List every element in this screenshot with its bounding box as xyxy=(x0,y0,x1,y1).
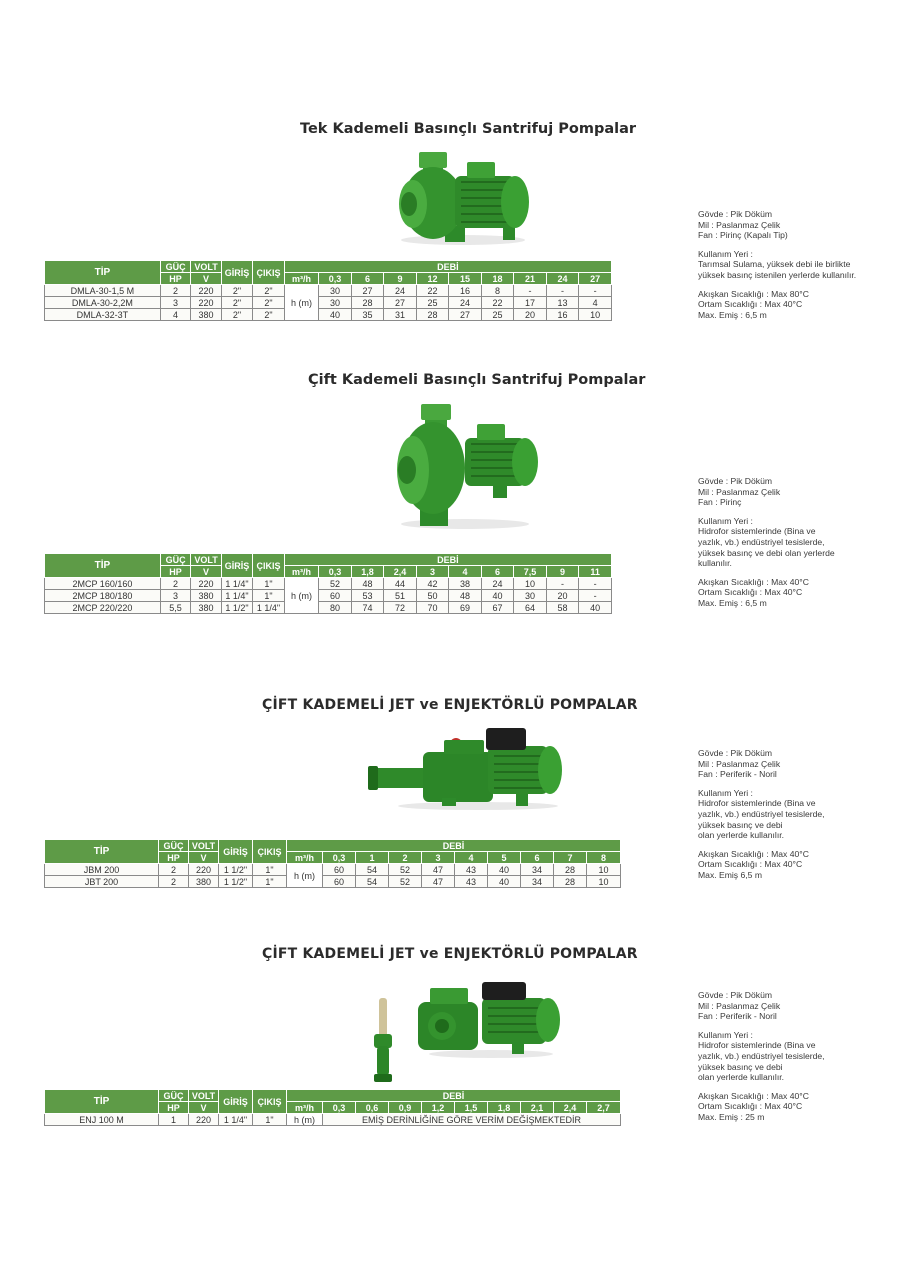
header-giris: GİRİŞ xyxy=(219,840,253,864)
section-2-spec-table xyxy=(44,553,612,614)
head-value: 69 xyxy=(449,602,482,614)
head-value: 16 xyxy=(449,285,482,297)
head-value: 50 xyxy=(416,590,449,602)
section-4-spec-table xyxy=(44,1089,621,1126)
flow-value: 18 xyxy=(481,273,514,285)
head-value: 60 xyxy=(323,876,356,888)
info-line: Gövde : Pik Döküm xyxy=(698,476,773,486)
hp-value: 2 xyxy=(159,864,189,876)
inlet-size: 1 1/2" xyxy=(219,864,253,876)
header-guc: GÜÇ xyxy=(159,840,189,852)
flow-value: 21 xyxy=(514,273,547,285)
hp-value: 2 xyxy=(160,285,190,297)
head-value: 38 xyxy=(449,578,482,590)
head-value: - xyxy=(579,590,612,602)
head-value: 40 xyxy=(319,309,352,321)
head-value: 70 xyxy=(416,602,449,614)
header-tip: TİP xyxy=(45,1090,159,1114)
model-name: ENJ 100 M xyxy=(45,1114,159,1126)
flow-value: 7 xyxy=(554,852,587,864)
flow-value: 0,3 xyxy=(319,566,352,578)
info-line: Ortam Sıcaklığı : Max 40°C xyxy=(698,1101,803,1112)
info-line: kullanılır. xyxy=(698,558,732,569)
model-name: JBT 200 xyxy=(45,876,159,888)
section-3-info xyxy=(698,748,825,889)
model-name: JBM 200 xyxy=(45,864,159,876)
head-value: - xyxy=(579,578,612,590)
info-line: Gövde : Pik Döküm xyxy=(698,990,773,1000)
head-value: 60 xyxy=(319,590,352,602)
head-value: - xyxy=(579,285,612,297)
flow-value: 2,4 xyxy=(554,1102,587,1114)
head-value: 10 xyxy=(587,876,621,888)
jet-ejector-pump-image xyxy=(368,722,568,812)
flow-value: 27 xyxy=(579,273,612,285)
head-value: 25 xyxy=(416,297,449,309)
head-value: 42 xyxy=(416,578,449,590)
flow-value: 3 xyxy=(422,852,455,864)
info-line: Mil : Paslanmaz Çelik xyxy=(698,1000,781,1011)
flow-value: 0,3 xyxy=(323,1102,356,1114)
table-row xyxy=(45,876,621,888)
section-1-info xyxy=(698,209,856,328)
header-flow-unit: m³/h xyxy=(287,852,323,864)
head-value: 72 xyxy=(384,602,417,614)
head-value: 40 xyxy=(488,864,521,876)
info-line: Kullanım Yeri : xyxy=(698,1029,753,1040)
header-guc: GÜÇ xyxy=(159,1090,189,1102)
info-line: Mil : Paslanmaz Çelik xyxy=(698,758,781,769)
volt-value: 220 xyxy=(189,1114,219,1126)
head-value: 44 xyxy=(384,578,417,590)
flow-value: 24 xyxy=(546,273,579,285)
ejector-nozzle-image xyxy=(368,996,398,1088)
model-name: DMLA-30-2,2M xyxy=(45,297,161,309)
header-cikis: ÇIKIŞ xyxy=(253,554,284,578)
outlet-size: 1" xyxy=(253,578,284,590)
hp-value: 4 xyxy=(160,309,190,321)
head-value: 27 xyxy=(384,297,417,309)
head-value: - xyxy=(546,285,579,297)
section-2-title: Çift Kademeli Basınçlı Santrifuj Pompalar xyxy=(308,372,646,388)
inlet-size: 1 1/2" xyxy=(219,876,253,888)
info-line: Kullanım Yeri : xyxy=(698,515,753,526)
head-value: 52 xyxy=(319,578,352,590)
info-line: Gövde : Pik Döküm xyxy=(698,209,773,219)
head-value: 13 xyxy=(546,297,579,309)
head-value: 24 xyxy=(481,578,514,590)
outlet-size: 1" xyxy=(253,876,287,888)
outlet-size: 1 1/4" xyxy=(253,602,284,614)
flow-value: 0,9 xyxy=(389,1102,422,1114)
flow-value: 1 xyxy=(356,852,389,864)
volt-value: 380 xyxy=(191,602,221,614)
outlet-size: 1" xyxy=(253,590,284,602)
header-debi: DEBİ xyxy=(287,840,621,852)
flow-value: 4 xyxy=(455,852,488,864)
info-line: Gövde : Pik Döküm xyxy=(698,748,773,758)
header-hp: HP xyxy=(159,852,189,864)
outlet-size: 1" xyxy=(253,1114,287,1126)
flow-value: 3 xyxy=(416,566,449,578)
head-value: 25 xyxy=(481,309,514,321)
head-value: 20 xyxy=(514,309,547,321)
model-name: DMLA-32-3T xyxy=(45,309,161,321)
volt-value: 220 xyxy=(191,578,221,590)
head-value: 67 xyxy=(481,602,514,614)
flow-value: 1,8 xyxy=(351,566,384,578)
info-line: yazlık, vb.) endüstriyel tesislerde, xyxy=(698,1050,825,1061)
flow-value: 0,3 xyxy=(319,273,352,285)
info-line: Hidrofor sistemlerinde (Bina ve xyxy=(698,526,816,537)
head-value: 53 xyxy=(351,590,384,602)
info-line: yüksek basınç ve debi olan yerlerde xyxy=(698,547,835,558)
header-debi: DEBİ xyxy=(284,554,611,566)
table-row xyxy=(45,309,612,321)
flow-value: 0,6 xyxy=(356,1102,389,1114)
inlet-size: 1 1/4" xyxy=(221,590,252,602)
info-line: olan yerlerde kullanılır. xyxy=(698,1072,784,1083)
head-value: 48 xyxy=(351,578,384,590)
flow-value: 2,1 xyxy=(521,1102,554,1114)
section-4-title: ÇİFT KADEMELİ JET ve ENJEKTÖRLÜ POMPALAR xyxy=(262,946,638,962)
head-value: 4 xyxy=(579,297,612,309)
info-line: Fan : Periferik - Noril xyxy=(698,769,777,780)
info-line: Akışkan Sıcaklığı : Max 80°C xyxy=(698,288,809,299)
info-line: yazlık, vb.) endüstriyel tesislerde, xyxy=(698,808,825,819)
volt-value: 380 xyxy=(191,590,221,602)
flow-value: 7,5 xyxy=(514,566,547,578)
head-value: 80 xyxy=(319,602,352,614)
head-value: 40 xyxy=(481,590,514,602)
section-2-info xyxy=(698,476,835,617)
flow-value: 8 xyxy=(587,852,621,864)
info-line: Max. Emiş : 25 m xyxy=(698,1111,765,1122)
info-line: Tarımsal Sulama, yüksek debi ile birlikte xyxy=(698,259,851,270)
table-row xyxy=(45,602,612,614)
head-unit-label: h (m) xyxy=(284,578,319,614)
ejector-jet-pump-image xyxy=(416,980,566,1060)
section-1-spec-table xyxy=(44,260,612,321)
flow-value: 2,7 xyxy=(587,1102,621,1114)
info-line: yüksek basınç ve debi xyxy=(698,819,783,830)
header-giris: GİRİŞ xyxy=(219,1090,253,1114)
hp-value: 2 xyxy=(159,876,189,888)
flow-value: 15 xyxy=(449,273,482,285)
model-name: 2MCP 180/180 xyxy=(45,590,161,602)
info-line: Ortam Sıcaklığı : Max 40°C xyxy=(698,587,803,598)
info-line: olan yerlerde kullanılır. xyxy=(698,830,784,841)
flow-value: 1,8 xyxy=(488,1102,521,1114)
hp-value: 5,5 xyxy=(160,602,190,614)
header-debi: DEBİ xyxy=(284,261,611,273)
header-cikis: ÇIKIŞ xyxy=(253,1090,287,1114)
header-guc: GÜÇ xyxy=(160,554,190,566)
header-v: V xyxy=(191,566,221,578)
outlet-size: 2" xyxy=(253,285,284,297)
info-line: Ortam Sıcaklığı : Max 40°C xyxy=(698,859,803,870)
flow-value: 1,2 xyxy=(422,1102,455,1114)
flow-value: 12 xyxy=(416,273,449,285)
info-line: Max. Emiş : 6,5 m xyxy=(698,597,767,608)
info-line: Mil : Paslanmaz Çelik xyxy=(698,219,781,230)
volt-value: 220 xyxy=(191,285,221,297)
outlet-size: 2" xyxy=(253,309,284,321)
inlet-size: 1 1/4" xyxy=(219,1114,253,1126)
info-line: Mil : Paslanmaz Çelik xyxy=(698,486,781,497)
table-row xyxy=(45,297,612,309)
volt-value: 380 xyxy=(191,309,221,321)
inlet-size: 1 1/4" xyxy=(221,578,252,590)
head-value: 58 xyxy=(546,602,579,614)
volt-value: 220 xyxy=(191,297,221,309)
info-line: Akışkan Sıcaklığı : Max 40°C xyxy=(698,1090,809,1101)
head-value: 27 xyxy=(351,285,384,297)
section-3-title: ÇİFT KADEMELİ JET ve ENJEKTÖRLÜ POMPALAR xyxy=(262,697,638,713)
header-giris: GİRİŞ xyxy=(221,261,252,285)
header-v: V xyxy=(189,1102,219,1114)
head-value: 17 xyxy=(514,297,547,309)
hp-value: 3 xyxy=(160,590,190,602)
info-line: Fan : Pirinç (Kapalı Tip) xyxy=(698,230,788,241)
header-tip: TİP xyxy=(45,840,159,864)
head-value: 28 xyxy=(554,876,587,888)
header-hp: HP xyxy=(160,566,190,578)
model-name: 2MCP 160/160 xyxy=(45,578,161,590)
header-giris: GİRİŞ xyxy=(221,554,252,578)
header-volt: VOLT xyxy=(189,1090,219,1102)
table-row xyxy=(45,1114,621,1126)
table-row xyxy=(45,864,621,876)
header-flow-unit: m³/h xyxy=(284,566,319,578)
head-value: 54 xyxy=(356,864,389,876)
head-value: 52 xyxy=(389,876,422,888)
header-debi: DEBİ xyxy=(287,1090,621,1102)
info-line: Hidrofor sistemlerinde (Bina ve xyxy=(698,798,816,809)
info-line: Fan : Pirinç xyxy=(698,497,742,508)
two-stage-centrifugal-pump-image xyxy=(385,400,540,532)
head-value: 10 xyxy=(579,309,612,321)
flow-value: 9 xyxy=(546,566,579,578)
header-volt: VOLT xyxy=(189,840,219,852)
model-name: 2MCP 220/220 xyxy=(45,602,161,614)
table-row xyxy=(45,590,612,602)
info-line: Kullanım Yeri : xyxy=(698,248,753,259)
header-hp: HP xyxy=(159,1102,189,1114)
head-value: 30 xyxy=(319,285,352,297)
header-guc: GÜÇ xyxy=(160,261,190,273)
head-value: 47 xyxy=(422,864,455,876)
head-value: 20 xyxy=(546,590,579,602)
flow-value: 1,5 xyxy=(455,1102,488,1114)
head-value: 31 xyxy=(384,309,417,321)
info-line: Akışkan Sıcaklığı : Max 40°C xyxy=(698,848,809,859)
info-line: yazlık, vb.) endüstriyel tesislerde, xyxy=(698,536,825,547)
header-v: V xyxy=(191,273,221,285)
head-unit-label: h (m) xyxy=(287,864,323,888)
head-value: 8 xyxy=(481,285,514,297)
head-value: 22 xyxy=(416,285,449,297)
header-volt: VOLT xyxy=(191,554,221,566)
head-value: 28 xyxy=(554,864,587,876)
info-line: Ortam Sıcaklığı : Max 40°C xyxy=(698,299,803,310)
inlet-size: 2" xyxy=(221,309,252,321)
info-line: yüksek basınç istenilen yerlerde kullanılır. xyxy=(698,269,857,280)
header-hp: HP xyxy=(160,273,190,285)
header-v: V xyxy=(189,852,219,864)
table-row xyxy=(45,578,612,590)
head-value: 40 xyxy=(579,602,612,614)
section-1-title: Tek Kademeli Basınçlı Santrifuj Pompalar xyxy=(300,121,637,137)
head-value: 64 xyxy=(514,602,547,614)
head-value: 10 xyxy=(514,578,547,590)
flow-value: 2,4 xyxy=(384,566,417,578)
head-value: 47 xyxy=(422,876,455,888)
model-name: DMLA-30-1,5 M xyxy=(45,285,161,297)
head-value: 74 xyxy=(351,602,384,614)
hp-value: 3 xyxy=(160,297,190,309)
flow-value: 2 xyxy=(389,852,422,864)
head-value: 54 xyxy=(356,876,389,888)
header-cikis: ÇIKIŞ xyxy=(253,261,284,285)
table-row xyxy=(45,285,612,297)
section-3-spec-table xyxy=(44,839,621,888)
head-value: 10 xyxy=(587,864,621,876)
volt-value: 220 xyxy=(189,864,219,876)
volt-value: 380 xyxy=(189,876,219,888)
head-value: - xyxy=(514,285,547,297)
inlet-size: 2" xyxy=(221,285,252,297)
head-value: 16 xyxy=(546,309,579,321)
flow-value: 0,3 xyxy=(323,852,356,864)
head-value: 52 xyxy=(389,864,422,876)
head-value: 22 xyxy=(481,297,514,309)
head-value: 24 xyxy=(449,297,482,309)
flow-value: 4 xyxy=(449,566,482,578)
hp-value: 1 xyxy=(159,1114,189,1126)
head-unit-label: h (m) xyxy=(284,285,319,321)
flow-value: 9 xyxy=(384,273,417,285)
efficiency-note: EMİŞ DERİNLİĞİNE GÖRE VERİM DEĞİŞMEKTEDİR xyxy=(323,1114,621,1126)
info-line: Akışkan Sıcaklığı : Max 40°C xyxy=(698,576,809,587)
head-value: 60 xyxy=(323,864,356,876)
info-line: Fan : Periferik - Noril xyxy=(698,1011,777,1022)
header-cikis: ÇIKIŞ xyxy=(253,840,287,864)
head-value: 34 xyxy=(521,876,554,888)
head-value: 35 xyxy=(351,309,384,321)
flow-value: 5 xyxy=(488,852,521,864)
section-4-info xyxy=(698,990,825,1131)
flow-value: 11 xyxy=(579,566,612,578)
single-stage-centrifugal-pump-image xyxy=(385,148,535,248)
info-line: Kullanım Yeri : xyxy=(698,787,753,798)
head-value: 43 xyxy=(455,876,488,888)
inlet-size: 2" xyxy=(221,297,252,309)
hp-value: 2 xyxy=(160,578,190,590)
head-value: 30 xyxy=(514,590,547,602)
info-line: Hidrofor sistemlerinde (Bina ve xyxy=(698,1040,816,1051)
head-value: 30 xyxy=(319,297,352,309)
header-flow-unit: m³/h xyxy=(287,1102,323,1114)
head-value: 51 xyxy=(384,590,417,602)
header-tip: TİP xyxy=(45,554,161,578)
info-line: Max. Emiş : 6,5 m xyxy=(698,309,767,320)
head-value: 48 xyxy=(449,590,482,602)
head-value: 28 xyxy=(416,309,449,321)
header-volt: VOLT xyxy=(191,261,221,273)
header-flow-unit: m³/h xyxy=(284,273,319,285)
head-value: 34 xyxy=(521,864,554,876)
head-value: 27 xyxy=(449,309,482,321)
outlet-size: 2" xyxy=(253,297,284,309)
flow-value: 6 xyxy=(351,273,384,285)
head-unit-label: h (m) xyxy=(287,1114,323,1126)
header-tip: TİP xyxy=(45,261,161,285)
flow-value: 6 xyxy=(481,566,514,578)
head-value: 24 xyxy=(384,285,417,297)
inlet-size: 1 1/2" xyxy=(221,602,252,614)
head-value: 43 xyxy=(455,864,488,876)
info-line: Max. Emiş 6,5 m xyxy=(698,869,762,880)
head-value: - xyxy=(546,578,579,590)
flow-value: 6 xyxy=(521,852,554,864)
head-value: 40 xyxy=(488,876,521,888)
outlet-size: 1" xyxy=(253,864,287,876)
head-value: 28 xyxy=(351,297,384,309)
info-line: yüksek basınç ve debi xyxy=(698,1061,783,1072)
